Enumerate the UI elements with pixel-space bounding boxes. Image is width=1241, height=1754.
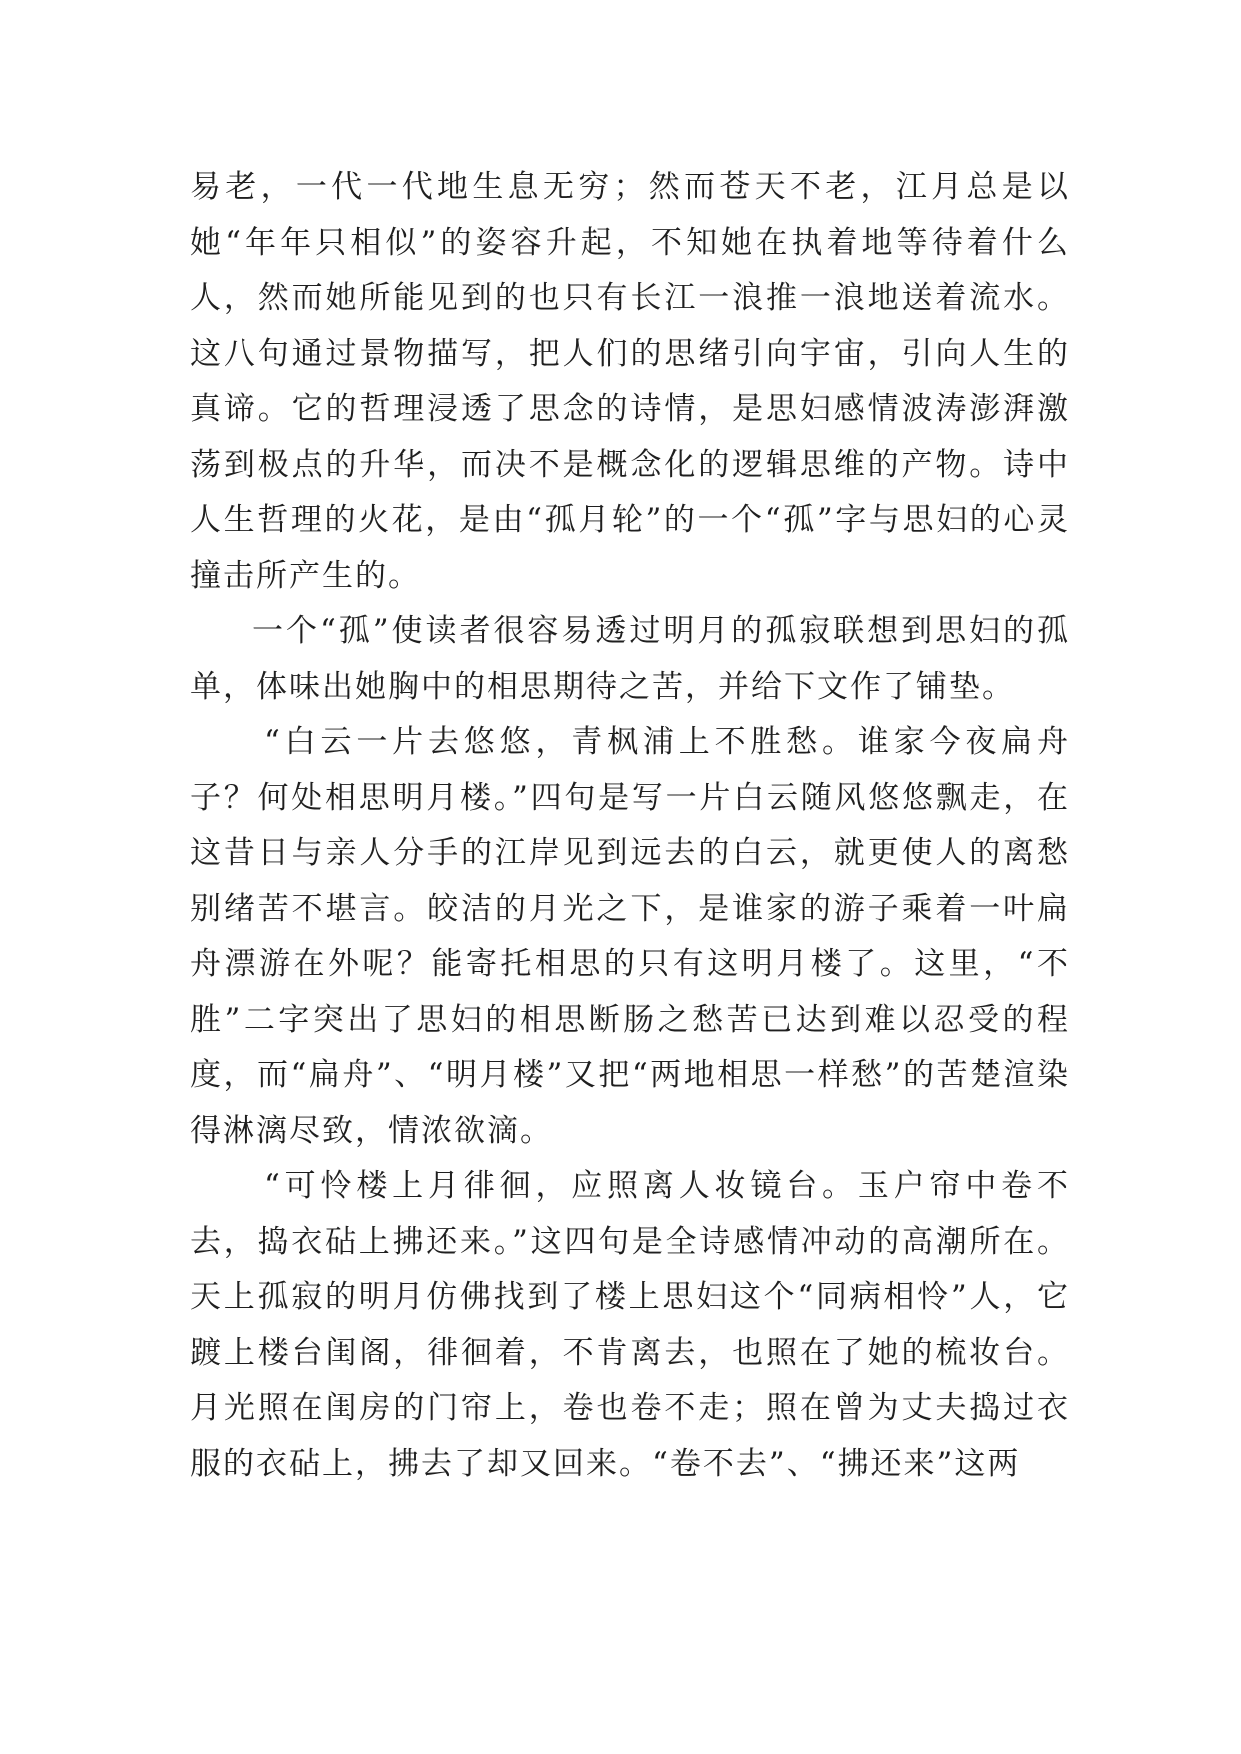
paragraph-2: 一个“孤”使读者很容易透过明月的孤寂联想到思妇的孤单，体味出她胸中的相思期待之苦，并给下文作了铺垫。 xyxy=(190,613,1070,705)
paragraph-3: “白云一片去悠悠，青枫浦上不胜愁。谁家今夜扁舟子？何处相思明月楼。”四句是写一片白云随风悠悠飘走，在这昔日与亲人分手的江岸见到远去的白云，就更使人的离愁别绪苦不堪言。皎洁的月光之下，是谁家的游子乘着一叶扁舟漂游在外呢？能寄托相思的只有这明月楼了。这里，“不胜”二字突出了思妇的相思断肠之愁苦已达到难以忍受的程度，而“扁舟”、“明月楼”又把“两地相思一样愁”的苦楚渲染得淋漓尽致，情浓欲滴。 xyxy=(190,724,1070,1149)
paragraph-4: “可怜楼上月徘徊，应照离人妆镜台。玉户帘中卷不去，捣衣砧上拂还来。”这四句是全诗感情冲动的高潮所在。天上孤寂的明月仿佛找到了楼上思妇这个“同病相怜”人，它踱上楼台闺阁，徘徊着，不肯离去，也照在了她的梳妆台。月光照在闺房的门帘上，卷也卷不走；照在曾为丈夫捣过衣服的衣砧上，拂去了却又回来。“卷不去”、“拂还来”这两 xyxy=(190,1168,1070,1482)
body-text xyxy=(190,160,1070,1492)
paragraph-1: 易老，一代一代地生息无穷；然而苍天不老，江月总是以她“年年只相似”的姿容升起，不知她在执着地等待着什么人，然而她所能见到的也只有长江一浪推一浪地送着流水。这八句通过景物描写，把人们的思绪引向宇宙，引向人生的真谛。它的哲理浸透了思念的诗情，是思妇感情波涛澎湃激荡到极点的升华，而决不是概念化的逻辑思维的产物。诗中人生哲理的火花，是由“孤月轮”的一个“孤”字与思妇的心灵撞击所产生的。 xyxy=(190,169,1070,594)
